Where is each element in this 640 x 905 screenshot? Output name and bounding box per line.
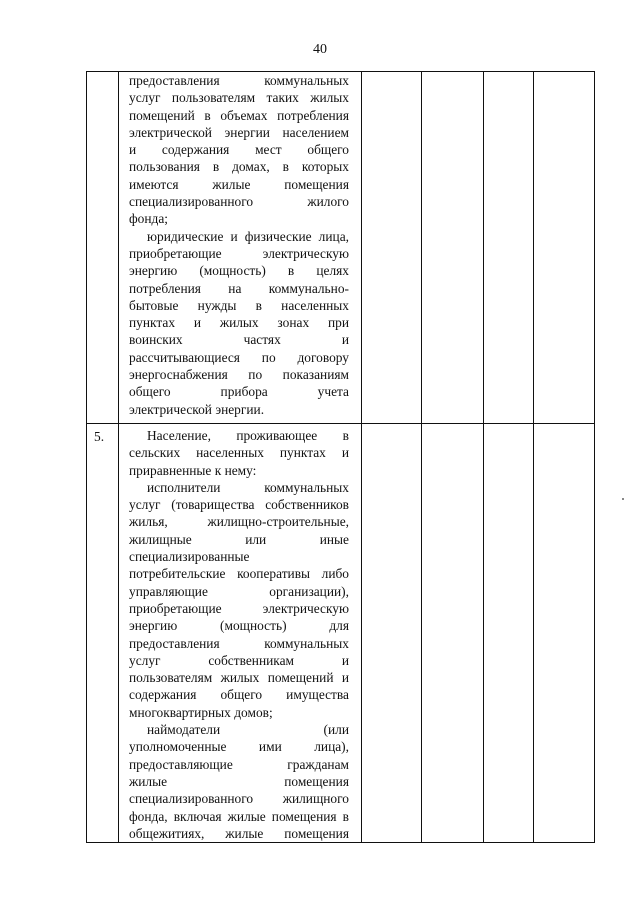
table-row	[87, 72, 595, 424]
description-line: приобретающие электрическую	[129, 600, 349, 616]
description-line: фонда;	[129, 211, 169, 227]
row-description	[129, 424, 349, 842]
description-line: рассчитывающиеся по договору	[129, 349, 349, 365]
description-line: и содержания мест общего	[129, 142, 349, 158]
description-line: пунктах и жилых зонах при	[129, 315, 349, 331]
description-line: предоставляющие гражданам	[129, 756, 349, 772]
description-line: специализированного жилого	[129, 194, 349, 210]
description-line: услуг (товарищества собственников	[129, 497, 349, 513]
description-line: Население, проживающее в	[147, 428, 349, 443]
table-row	[87, 424, 595, 843]
row-number-cell	[87, 72, 119, 424]
description-line: приравненные к нему:	[129, 462, 257, 478]
description-line: имеются жилые помещения	[129, 176, 349, 192]
description-line: общего прибора учета	[129, 384, 349, 400]
description-line: воинских частях и	[129, 332, 349, 348]
description-line: содержания общего имущества	[129, 687, 349, 703]
description-line: энергоснабжения по показаниям	[129, 367, 349, 383]
scan-speck	[622, 498, 624, 500]
page-number: 40	[313, 42, 327, 57]
description-line: приобретающие электрическую	[129, 245, 349, 261]
description-line: сельских населенных пунктах и	[129, 445, 349, 461]
description-line: наймодатели (или	[147, 722, 349, 738]
description-line: специализированного жилищного	[129, 791, 349, 807]
value-cell	[484, 424, 534, 843]
description-line: предоставления коммунальных	[129, 635, 349, 651]
description-line: потребления на коммунально-	[129, 280, 349, 296]
description-line: энергию (мощность) для	[129, 618, 349, 634]
description-line: фонда, включая жилые помещения в	[129, 808, 349, 824]
description-line: бытовые нужды в населенных	[129, 297, 349, 313]
row-description-cell	[119, 424, 362, 843]
description-line: общежитиях, жилые помещения	[129, 825, 349, 841]
description-line: юридические и физические лица,	[147, 228, 349, 244]
value-cell	[362, 424, 422, 843]
value-cell	[422, 72, 484, 424]
value-cell	[362, 72, 422, 424]
tariff-table	[86, 71, 595, 843]
value-cell	[534, 424, 595, 843]
row-number: 5.	[94, 429, 105, 444]
description-line: специализированные	[129, 549, 250, 565]
description-line: управляющие организации),	[129, 583, 349, 599]
description-line: энергию (мощность) в целях	[129, 263, 349, 279]
value-cell	[422, 424, 484, 843]
description-line: жилые помещения	[129, 773, 349, 789]
value-cell	[534, 72, 595, 424]
description-line: предоставления коммунальных	[129, 73, 349, 88]
row-description	[129, 72, 349, 418]
description-line: пользователям жилых помещений и	[129, 670, 349, 686]
description-line: многоквартирных домов;	[129, 704, 273, 720]
description-line: пользования в домах, в которых	[129, 159, 349, 175]
description-line: помещений в объемах потребления	[129, 107, 349, 123]
description-line: жилищные или иные	[129, 531, 349, 547]
description-line: услуг пользователям таких жилых	[129, 90, 349, 106]
row-number-cell	[87, 424, 119, 843]
description-line: жилья, жилищно-строительные,	[129, 514, 349, 530]
description-line: потребительские кооперативы либо	[129, 566, 349, 582]
description-line: услуг собственникам и	[129, 652, 349, 668]
description-line: электрической энергии населением	[129, 124, 349, 140]
description-line: уполномоченные ими лица),	[129, 739, 349, 755]
description-line: исполнители коммунальных	[147, 479, 349, 495]
value-cell	[484, 72, 534, 424]
row-description-cell	[119, 72, 362, 424]
description-line: электрической энергии.	[129, 401, 265, 417]
